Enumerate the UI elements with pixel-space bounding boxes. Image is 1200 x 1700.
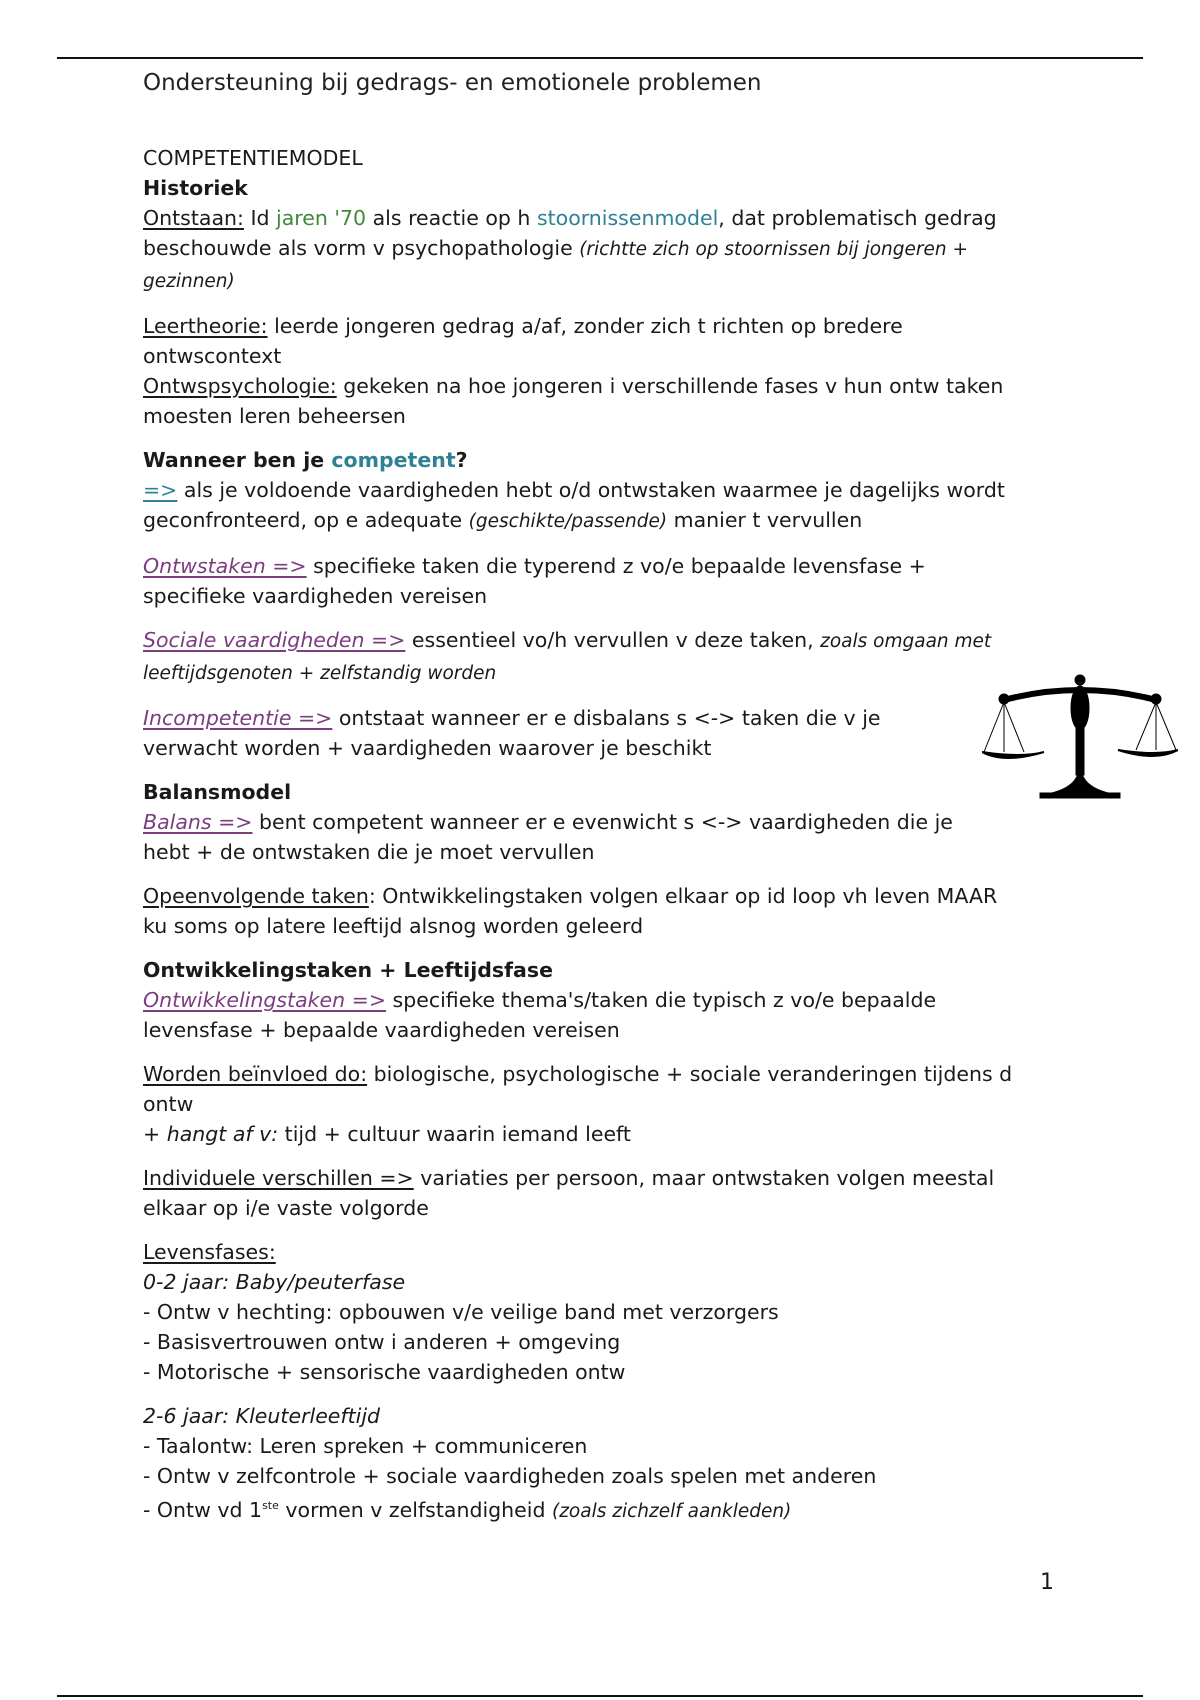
list-item: - Taalontw: Leren spreken + communiceren bbox=[143, 1434, 588, 1458]
para-leertheorie: Leertheorie: leerde jongeren gedrag a/af, zonder zich t richten op bredere ontwscontext bbox=[143, 314, 903, 368]
document-body bbox=[143, 143, 1023, 1527]
heading-competent: Wanneer ben je competent? bbox=[143, 448, 468, 472]
balance-scale-icon bbox=[982, 672, 1178, 802]
para-ontwstaken: Ontwstaken => specifieke taken die typerend z vo/e bepaalde levensfase + specifieke vaardigheden vereisen bbox=[143, 554, 926, 608]
page-number: 1 bbox=[1040, 1570, 1054, 1595]
para-competent-def: => als je voldoende vaardigheden hebt o/d ontwstaken waarmee je dagelijks wordt geconfronteerd, op e adequate (geschikte/passende) manier t vervullen bbox=[143, 478, 1005, 532]
heading-historiek: Historiek bbox=[143, 176, 248, 200]
footer-rule bbox=[57, 1695, 1143, 1697]
para-incompetentie: Incompetentie => ontstaat wanneer er e disbalans s <-> taken die v je verwacht worden + vaardigheden waarover je beschikt bbox=[143, 706, 881, 760]
para-sociale-vaardigheden: Sociale vaardigheden => essentieel vo/h vervullen v deze taken, zoals omgaan met leeftijdsgenoten + zelfstandig worden bbox=[143, 628, 992, 684]
phase-title: 2-6 jaar: Kleuterleeftijd bbox=[143, 1404, 381, 1428]
label-ontstaan: Ontstaan: bbox=[143, 206, 244, 230]
page-header: Ondersteuning bij gedrags- en emotionele problemen bbox=[143, 70, 762, 96]
para-individuele-verschillen: Individuele verschillen => variaties per persoon, maar ontwstaken volgen meestal elkaar op i/e vaste volgorde bbox=[143, 1166, 995, 1220]
levensfases-label: Levensfases: bbox=[143, 1240, 276, 1264]
arrow-icon: => bbox=[143, 478, 178, 502]
heading-ontwikkelingstaken: Ontwikkelingstaken + Leeftijdsfase bbox=[143, 958, 553, 982]
header-rule bbox=[57, 57, 1143, 59]
list-item: - Motorische + sensorische vaardigheden ontw bbox=[143, 1360, 626, 1384]
heading-balansmodel: Balansmodel bbox=[143, 780, 292, 804]
list-item: - Basisvertrouwen ontw i anderen + omgeving bbox=[143, 1330, 621, 1354]
list-item: - Ontw vd 1ste vormen v zelfstandigheid (zoals zichzelf aankleden) bbox=[143, 1497, 792, 1522]
para-ontwikkelingstaken: Ontwikkelingstaken => specifieke thema's/taken die typisch z vo/e bepaalde levensfase + bepaalde vaardigheden vereisen bbox=[143, 988, 937, 1042]
para-ontstaan: Ontstaan: Id jaren '70 als reactie op h stoornissenmodel, dat problematisch gedrag beschouwde als vorm v psychopathologie (richtte zich op stoornissen bij jongeren + gezinnen) bbox=[143, 206, 997, 292]
list-item: - Ontw v zelfcontrole + sociale vaardigheden zoals spelen met anderen bbox=[143, 1464, 877, 1488]
para-balans: Balans => bent competent wanneer er e evenwicht s <-> vaardigheden die je hebt + de ontwstaken die je moet vervullen bbox=[143, 810, 953, 864]
para-ontwspsychologie: Ontwspsychologie: gekeken na hoe jongeren i verschillende fases v hun ontw taken moesten leren beheersen bbox=[143, 374, 1004, 428]
para-hangt-af: + hangt af v: tijd + cultuur waarin iemand leeft bbox=[143, 1122, 631, 1146]
list-item: - Ontw v hechting: opbouwen v/e veilige band met verzorgers bbox=[143, 1300, 779, 1324]
highlight-jaren: jaren '70 bbox=[276, 206, 367, 230]
section-title: COMPETENTIEMODEL bbox=[143, 146, 363, 170]
para-beinvloed: Worden beïnvloed do: biologische, psychologische + sociale veranderingen tijdens d ontw bbox=[143, 1062, 1013, 1116]
highlight-stoornissenmodel: stoornissenmodel bbox=[536, 206, 719, 230]
phase-title: 0-2 jaar: Baby/peuterfase bbox=[143, 1270, 406, 1294]
para-opeenvolgende-taken: Opeenvolgende taken: Ontwikkelingstaken volgen elkaar op id loop vh leven MAAR ku soms op latere leeftijd alsnog worden geleerd bbox=[143, 884, 998, 938]
